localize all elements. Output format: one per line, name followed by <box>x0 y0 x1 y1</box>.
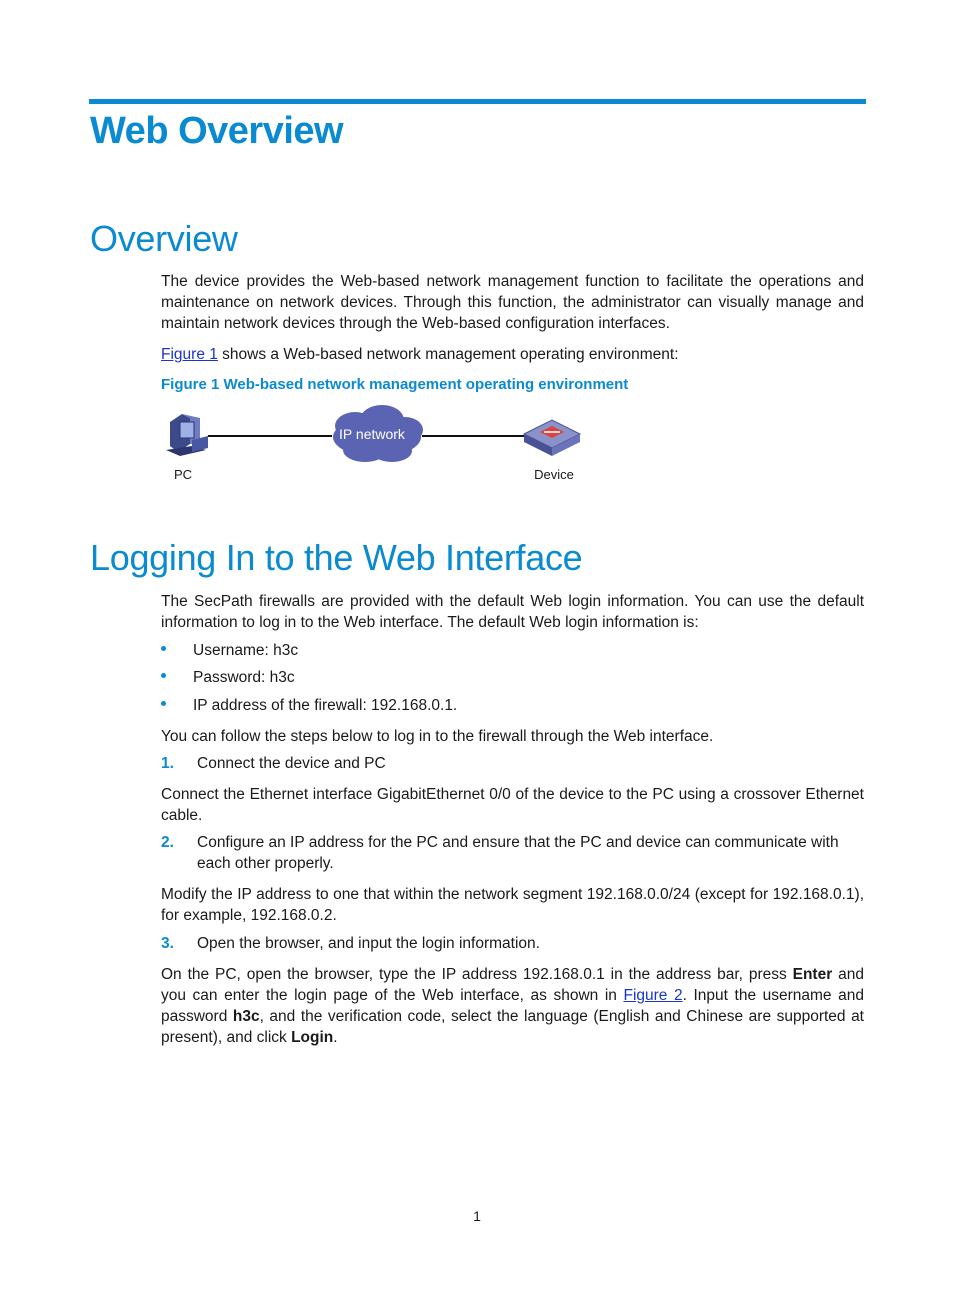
bullet-password: Password: h3c <box>161 667 295 688</box>
bullet-ip-address: IP address of the firewall: 192.168.0.1. <box>161 695 457 716</box>
step-1-detail: Connect the Ethernet interface GigabitEthernet 0/0 of the device to the PC using a crossover Ethernet cable. <box>161 786 864 824</box>
enter-key-text: Enter <box>792 966 833 983</box>
login-intro-paragraph: The SecPath firewalls are provided with the default Web login information. You can use the default information to log in to the Web interface. The default Web login information is: <box>161 593 864 631</box>
figure-1-caption: Figure 1 Web-based network management operating environment <box>161 376 629 393</box>
figure-1-link[interactable]: Figure 1 <box>161 346 218 363</box>
bullet-dot <box>161 701 166 706</box>
step-1 <box>161 753 864 774</box>
bullet-dot <box>161 673 166 678</box>
step-text: Configure an IP address for the PC and ensure that the PC and device can communicate with each other properly. <box>197 834 839 872</box>
figure-reference-text: shows a Web-based network management operating environment: <box>217 346 679 363</box>
step-3 <box>161 933 864 954</box>
login-heading: Logging In to the Web Interface <box>90 537 583 578</box>
step-text: Open the browser, and input the login information. <box>197 935 540 952</box>
credential-text: h3c <box>232 1008 260 1025</box>
top-rule <box>89 99 866 104</box>
page-number: 1 <box>473 1208 481 1224</box>
bullet-username: Username: h3c <box>161 640 298 661</box>
pc-icon <box>166 414 208 456</box>
overview-heading: Overview <box>90 218 238 259</box>
step-2-detail: Modify the IP address to one that within the network segment 192.168.0.0/24 (except for 192.168.0.1), for example, 192.168.0.2. <box>161 886 864 924</box>
step-number: 2. <box>161 834 174 851</box>
follow-steps-paragraph: You can follow the steps below to log in to the firewall through the Web interface. <box>161 728 714 745</box>
bullet-dot <box>161 646 166 651</box>
overview-paragraph: The device provides the Web-based network management function to facilitate the operations and maintenance on network devices. Through this function, the administrator can visually manage and maintain network devices through the Web-based configuration interfaces. <box>161 273 864 332</box>
login-button-text: Login <box>291 1029 334 1046</box>
step-3-detail: On the PC, open the browser, type the IP address 192.168.0.1 in the address bar, press Enter and you can enter the login page of the Web interface, as shown in Figure 2. Input the username and password h3c, and the verification code, select the language (English and Chinese are supported at present), and click Login. <box>161 966 864 1046</box>
figure-2-link[interactable]: Figure 2 <box>623 987 683 1004</box>
step-number: 3. <box>161 935 174 952</box>
device-icon <box>524 420 580 456</box>
device-label: Device <box>534 467 574 482</box>
network-diagram <box>160 400 600 490</box>
figure-reference-paragraph <box>161 344 864 365</box>
step-number: 1. <box>161 755 174 772</box>
step-text: Connect the device and PC <box>197 755 386 772</box>
step-2 <box>161 832 864 874</box>
chapter-title: Web Overview <box>90 110 344 152</box>
pc-label: PC <box>173 467 193 482</box>
cloud-label: IP network <box>339 426 405 442</box>
